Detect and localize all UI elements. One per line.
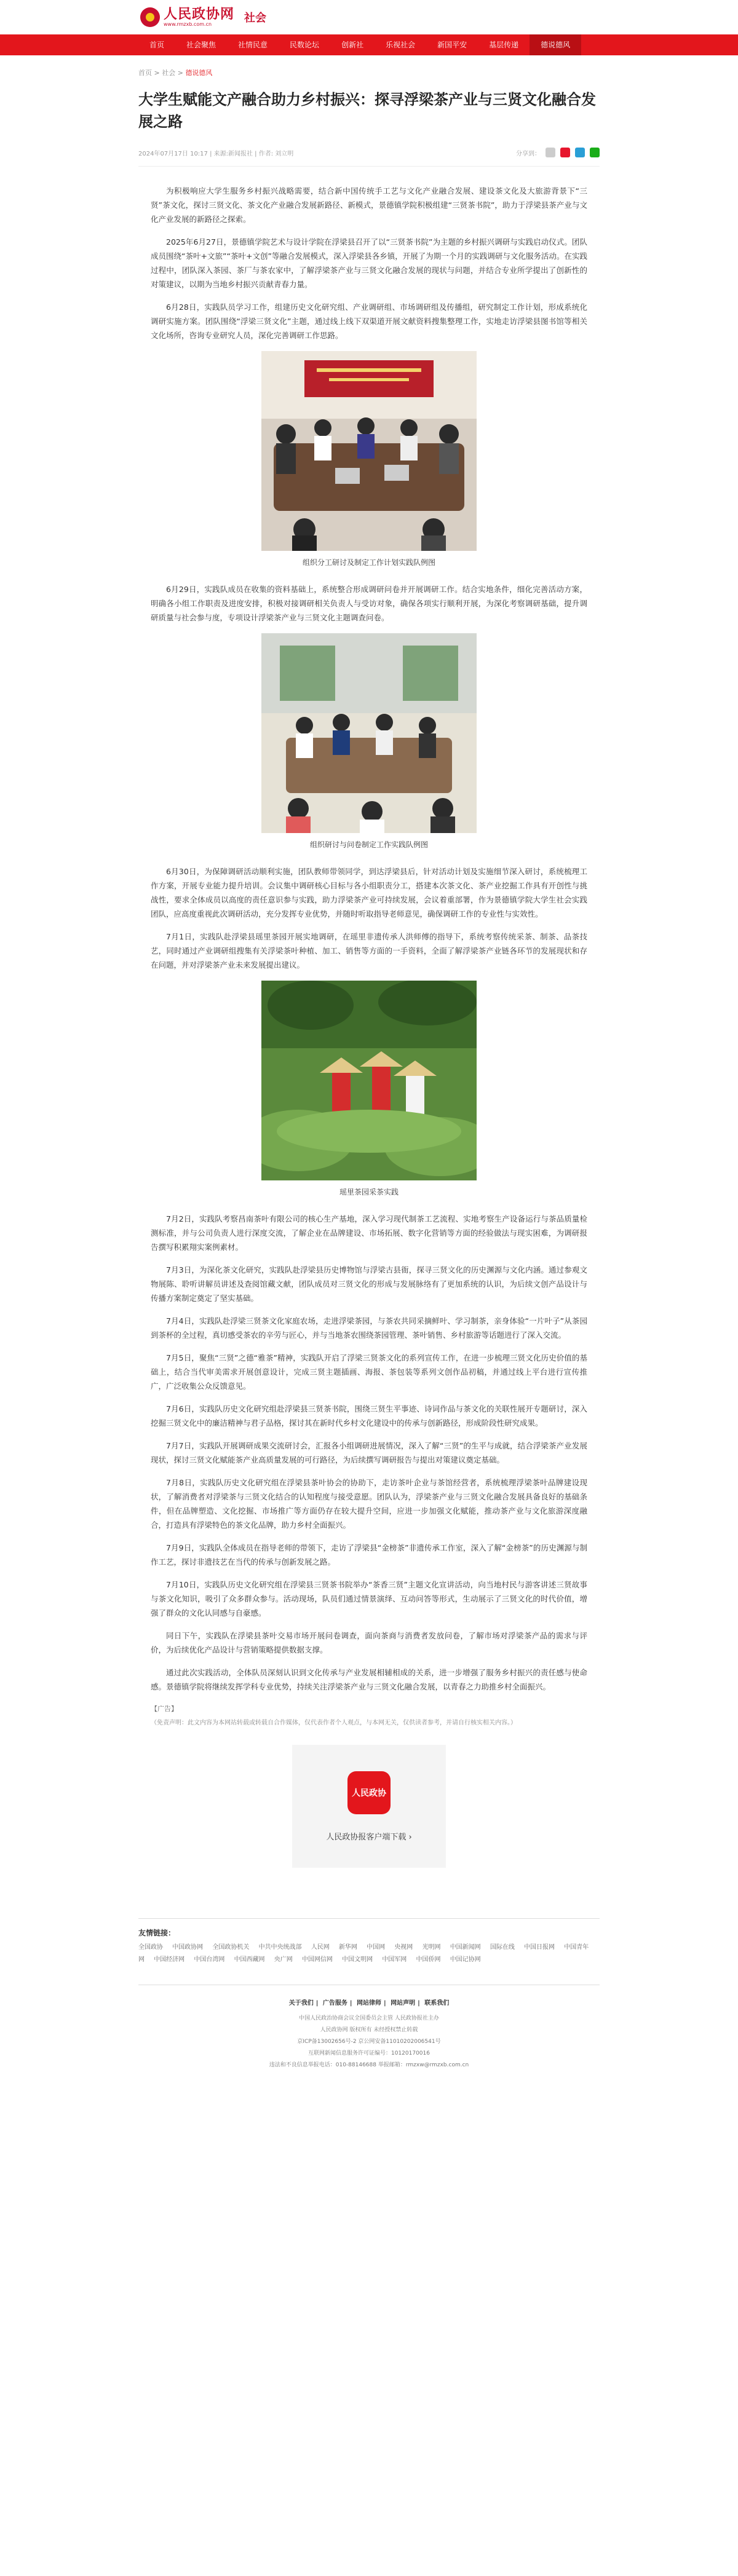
logo-url: www.rmzxb.com.cn (164, 22, 212, 27)
nav-item-innovation[interactable]: 创新社 (341, 41, 364, 49)
friend-link[interactable]: 中共中央统战部 (258, 1944, 302, 1951)
share-label: 分享到： (516, 150, 541, 157)
friend-link[interactable]: 中国新闻网 (450, 1944, 481, 1951)
main-nav (0, 34, 738, 55)
nav-item-safety[interactable]: 新国平安 (437, 41, 467, 49)
friend-link[interactable]: 中国记协网 (450, 1956, 481, 1963)
tencent-share-icon[interactable] (575, 148, 585, 157)
footer-line: 京ICP备13002656号-2 京公网安备11010202006541号 (297, 2039, 441, 2045)
article-paragraph: 为积极响应大学生服务乡村振兴战略需要，结合新中国传统手工艺与文化产业融合发展、建设茶文化及大旅游背景下“三贤”茶文化，探讨三贤文化、茶文化产业融合发展新路径、新模式，景德镇学院积极组建“三贤茶书院”，助力于浮梁县茶产业与文化产业发展的新路径之探索。 (151, 186, 587, 224)
footer-link-statement[interactable]: 网站声明 (391, 2000, 416, 2007)
article-meta: 2024年07月17日 10:17 | 来源:新闻报社 | 作者: 刘立明 (138, 150, 294, 157)
article-paragraph: 通过此次实践活动，全体队员深刻认识到文化传承与产业发展相辅相成的关系，进一步增强了服务乡村振兴的责任感与使命感。景德镇学院将继续发挥学科专业优势，持续关注浮梁茶产业与三贤文化融合发展，以青春之力助推乡村全面振兴。 (151, 1668, 587, 1691)
nav-item-opinion[interactable]: 社情民意 (238, 41, 268, 49)
app-download-box[interactable] (292, 1745, 446, 1868)
qzone-share-icon[interactable] (546, 148, 555, 157)
site-footer (138, 1985, 600, 2071)
breadcrumb-separator: > (154, 69, 160, 77)
article-title: 大学生赋能文产融合助力乡村振兴：探寻浮梁茶产业与三贤文化融合发展之路 (138, 91, 596, 130)
app-download-link[interactable]: 人民政协报客户端下载 › (326, 1832, 412, 1842)
breadcrumb (138, 68, 600, 77)
share-bar (516, 148, 600, 157)
friend-link[interactable]: 中国侨网 (416, 1956, 441, 1963)
friend-link[interactable]: 中国政协网 (172, 1944, 204, 1951)
article-meta-row (138, 148, 600, 167)
article-paragraph: 7月1日，实践队赴浮梁县瑶里茶园开展实地调研，在瑶里非遗传承人洪师傅的指导下，系统考察传统采茶、制茶、品茶技艺，同时通过产业调研组搜集有关浮梁茶叶种植、加工、销售等方面的一手资料，全面了解浮梁茶产业链各环节的发展现状和存在问题，并对浮梁茶产业未来发展提出建议。 (151, 932, 587, 970)
friend-link[interactable]: 中国青年网 (138, 1944, 589, 1963)
breadcrumb-home[interactable]: 首页 (138, 69, 152, 77)
friend-link[interactable]: 中国网 (367, 1944, 386, 1951)
app-icon-text: 人民政协 (352, 1788, 386, 1798)
friend-link[interactable]: 新华网 (338, 1944, 357, 1951)
friend-links (138, 1918, 600, 1966)
friend-link[interactable]: 全国政协 (138, 1944, 163, 1951)
friend-link[interactable]: 光明网 (422, 1944, 441, 1951)
footer-line: 中国人民政治协商会议全国委员会主管 人民政协报社主办 (299, 2015, 439, 2021)
friend-link[interactable]: 人民网 (311, 1944, 330, 1951)
footer-link-contact[interactable]: 联系我们 (424, 2000, 450, 2007)
discussion-illustration (261, 633, 477, 833)
channel-name: 社会 (244, 12, 267, 25)
friend-link[interactable]: 国际在线 (490, 1944, 515, 1951)
site-logo[interactable] (140, 5, 266, 30)
article-paragraph: 6月30日，为保障调研活动顺利实施，团队教师带领同学，到达浮梁县后，针对活动计划及实施细节深入研讨，系统梳理工作方案，开展专业能力提升培训。会议集中调研核心目标与各小组职责分工，搭建本次茶文化、茶产业挖掘工作具有开创性与挑战性，要求全体成员以高度的责任意识参与实践，助力浮梁茶产业可持续发展，会议着重部署，作为景德镇学院大学生社会实践团队，应高度重视此次调研活动，充分发挥专业优势，并随时听取指导老师意见，确保调研工作的专业性与实效性。 (151, 867, 587, 919)
friend-link[interactable]: 央视网 (394, 1944, 413, 1951)
footer-link-about[interactable]: 关于我们 (288, 2000, 314, 2007)
photo-caption: 组织研讨与问卷制定工作实践队例图 (309, 840, 428, 849)
article-paragraph: 7月10日，实践队历史文化研究组在浮梁县三贤茶书院举办“茶香三贤”主题文化宣讲活动，向当地村民与游客讲述三贤故事与茶文化知识，吸引了众多群众参与。活动现场，队员们通过情景演绎、互动问答等形式，生动展示了三贤文化的时代价值，增强了群众的文化认同感与自豪感。 (151, 1580, 587, 1618)
footer-line: 互联网新闻信息服务许可证编号：10120170016 (308, 2050, 430, 2056)
article-paragraph: 同日下午，实践队在浮梁县茶叶交易市场开展问卷调查，面向茶商与消费者发放问卷，了解市场对浮梁茶产品的需求与评价，为后续优化产品设计与营销策略提供数据支撑。 (151, 1631, 587, 1654)
footer-link-ads[interactable]: 广告服务 (322, 2000, 347, 2007)
weibo-share-icon[interactable] (560, 148, 570, 157)
article-paragraph: 7月9日，实践队全体成员在指导老师的带领下，走访了浮梁县“金榜茶”非遗传承工作室，深入了解“金榜茶”的历史渊源与制作工艺，探讨非遗技艺在当代的传承与创新发展之路。 (151, 1543, 587, 1567)
disclaimer: （免责声明：此文内容为本网站转载或转载自合作媒体，仅代表作者个人观点，与本网无关，仅供读者参考，并请自行核实相关内容。） (151, 1720, 517, 1726)
article-paragraph: 7月8日，实践队历史文化研究组在浮梁县茶叶协会的协助下，走访茶叶企业与茶馆经营者，系统梳理浮梁茶叶品牌建设现状，了解消费者对浮梁茶与三贤文化结合的认知程度与接受意愿。团队认为，浮梁茶产业与三贤文化融合发展具备良好的基础条件，但在品牌塑造、文化挖掘、市场推广等方面仍存在较大提升空间，应进一步加强文化赋能，推动茶产业与文化旅游深度融合，打造具有浮梁特色的茶文化品牌，助力乡村全面振兴。 (151, 1478, 587, 1530)
article-paragraph: 7月4日，实践队赴浮梁三贤茶文化家庭农场，走进浮梁茶园，与茶农共同采摘鲜叶、学习制茶，亲身体验“一片叶子”从茶园到茶杯的全过程，真切感受茶农的辛劳与匠心，并与当地茶农围绕茶园管理、茶叶销售、乡村旅游等话题进行了深入交流。 (151, 1316, 587, 1340)
footer-line: 违法和不良信息举报电话：010-88146688 举报邮箱：rmzxw@rmzxb.com.cn (269, 2062, 469, 2068)
nav-item-morality[interactable]: 德说德风 (530, 34, 581, 55)
ad-label: 【广告】 (151, 1705, 178, 1713)
article-photo-meeting (261, 351, 477, 551)
friend-links-title: 友情链接： (138, 1929, 176, 1937)
friend-link[interactable]: 中国台湾网 (194, 1956, 225, 1963)
breadcrumb-separator: > (177, 69, 183, 77)
article-paragraph: 7月2日，实践队考察昌南茶叶有限公司的核心生产基地，深入学习现代制茶工艺流程、实地考察生产设备运行与茶品质量检测标准，并与公司负责人进行深度交流，了解企业在品牌建设、市场拓展、数字化营销等方面的经验做法与现实困难，为调研报告撰写积累翔实案例素材。 (151, 1214, 587, 1252)
app-icon[interactable] (347, 1771, 391, 1814)
nav-item-grassroots[interactable]: 基层传递 (489, 41, 519, 49)
article-paragraph: 7月3日，为深化茶文化研究，实践队赴浮梁县历史博物馆与浮梁古县衙，探寻三贤文化的历史渊源与文化内涵。通过参观文物展陈、聆听讲解员讲述及查阅馆藏文献，团队成员对三贤文化的形成与发展脉络有了更加系统的认识，为后续文创产品设计与传播方案制定奠定了坚实基础。 (151, 1265, 587, 1303)
article-paragraph: 7月5日，聚焦“三贤”之德“雅茶”精神，实践队开启了浮梁三贤茶文化的系列宣传工作，在进一步梳理三贤文化历史价值的基础上，结合当代审美需求开展创意设计，完成三贤主题插画、海报、茶包装等系列文创作品初稿，并通过线上平台进行宣传推广，广泛收集公众反馈意见。 (151, 1353, 587, 1391)
article-photo-discussion (261, 633, 477, 833)
article-paragraph: 6月28日，实践队员学习工作，组建历史文化研究组、产业调研组、市场调研组及传播组，研究制定工作计划，形成系统化调研实施方案。团队围绕“浮梁三贤文化”主题，通过线上线下双渠道开展文献资料搜集整理工作，实地走访浮梁县图书馆等相关文化场所，咨询专业研究人员，深化完善调研工作思路。 (151, 302, 587, 340)
meeting-room-illustration (261, 351, 477, 551)
article-paragraph: 2025年6月27日，景德镇学院艺术与设计学院在浮梁县召开了以“三贤茶书院”为主题的乡村振兴调研与实践启动仪式。团队成员围绕“茶叶+文旅”“茶叶+文创”等融合发展模式，深入浮梁县各乡镇，开展了为期一个月的实践调研与文化服务活动。在实践过程中，团队深入茶园、茶厂与茶农家中，了解浮梁茶产业与三贤文化融合发展的现状与问题，并结合专业所学提出了创新性的对策建议，以期为当地乡村振兴贡献青春力量。 (151, 237, 587, 289)
tea-garden-illustration (261, 981, 477, 1180)
friend-link[interactable]: 中国网信网 (301, 1956, 333, 1963)
article-paragraph: 7月7日，实践队开展调研成果交流研讨会，汇报各小组调研进展情况，深入了解“三贤”的生平与成就，结合浮梁茶产业发展现状，探讨三贤文化赋能茶产业高质量发展的可行路径，为后续撰写调研报告与提出对策建议奠定基础。 (151, 1441, 587, 1464)
friend-link[interactable]: 中国经济网 (154, 1956, 185, 1963)
friend-link[interactable]: 全国政协机关 (212, 1944, 250, 1951)
wechat-share-icon[interactable] (590, 148, 600, 157)
site-header (0, 0, 738, 34)
friend-link[interactable]: 中国西藏网 (234, 1956, 265, 1963)
friend-link[interactable]: 中国日报网 (524, 1944, 555, 1951)
friend-link[interactable]: 中国文明网 (342, 1956, 373, 1963)
friend-link[interactable]: 中国军网 (382, 1956, 407, 1963)
friend-links-list (138, 1942, 600, 1966)
friend-link[interactable]: 央广网 (274, 1956, 293, 1963)
article-container (138, 68, 600, 2071)
logo-text: 人民政协网 (164, 6, 235, 22)
footer-links: 关于我们 | 广告服务 | 网站律师 | 网站声明 | 联系我们 (288, 2000, 450, 2007)
emblem-icon (140, 7, 160, 27)
nav-item-home[interactable]: 首页 (149, 41, 165, 49)
article-paragraph: 6月29日，实践队成员在收集的资料基础上，系统整合形成调研问卷并开展调研工作。结合实地条件，细化完善活动方案，明确各小组工作职责及进度安排，积极对接调研相关负责人与受访对象，确保各项实行顺利开展，为深化考察调研基础，提升调研质量与社会参与度，专项设计浮梁茶产业与三贤文化主题调查问卷。 (151, 585, 587, 622)
nav-item-charity[interactable]: 乐视社会 (386, 41, 416, 49)
article-photo-tea-garden (261, 981, 477, 1180)
breadcrumb-current: 德说德风 (185, 69, 213, 77)
article-paragraph: 7月6日，实践队历史文化研究组赴浮梁县三贤茶书院，围绕三贤生平事迹、诗词作品与茶文化的关联性展开专题研讨，深入挖掘三贤文化中的廉洁精神与君子品格，探讨其在新时代乡村文化建设中的传承与创新路径，形成阶段性研究成果。 (151, 1404, 587, 1428)
photo-caption: 组织分工研讨及制定工作计划实践队例图 (302, 558, 435, 567)
nav-item-focus[interactable]: 社会聚焦 (186, 41, 216, 49)
article-body (138, 184, 600, 1726)
footer-line: 人民政协网 版权所有 未经授权禁止转载 (320, 2027, 418, 2033)
photo-caption: 瑶里茶园采茶实践 (339, 1188, 399, 1196)
breadcrumb-parent[interactable]: 社会 (162, 69, 176, 77)
footer-link-lawyer[interactable]: 网站律师 (357, 2000, 381, 2007)
nav-item-forum[interactable]: 民数论坛 (290, 41, 320, 49)
